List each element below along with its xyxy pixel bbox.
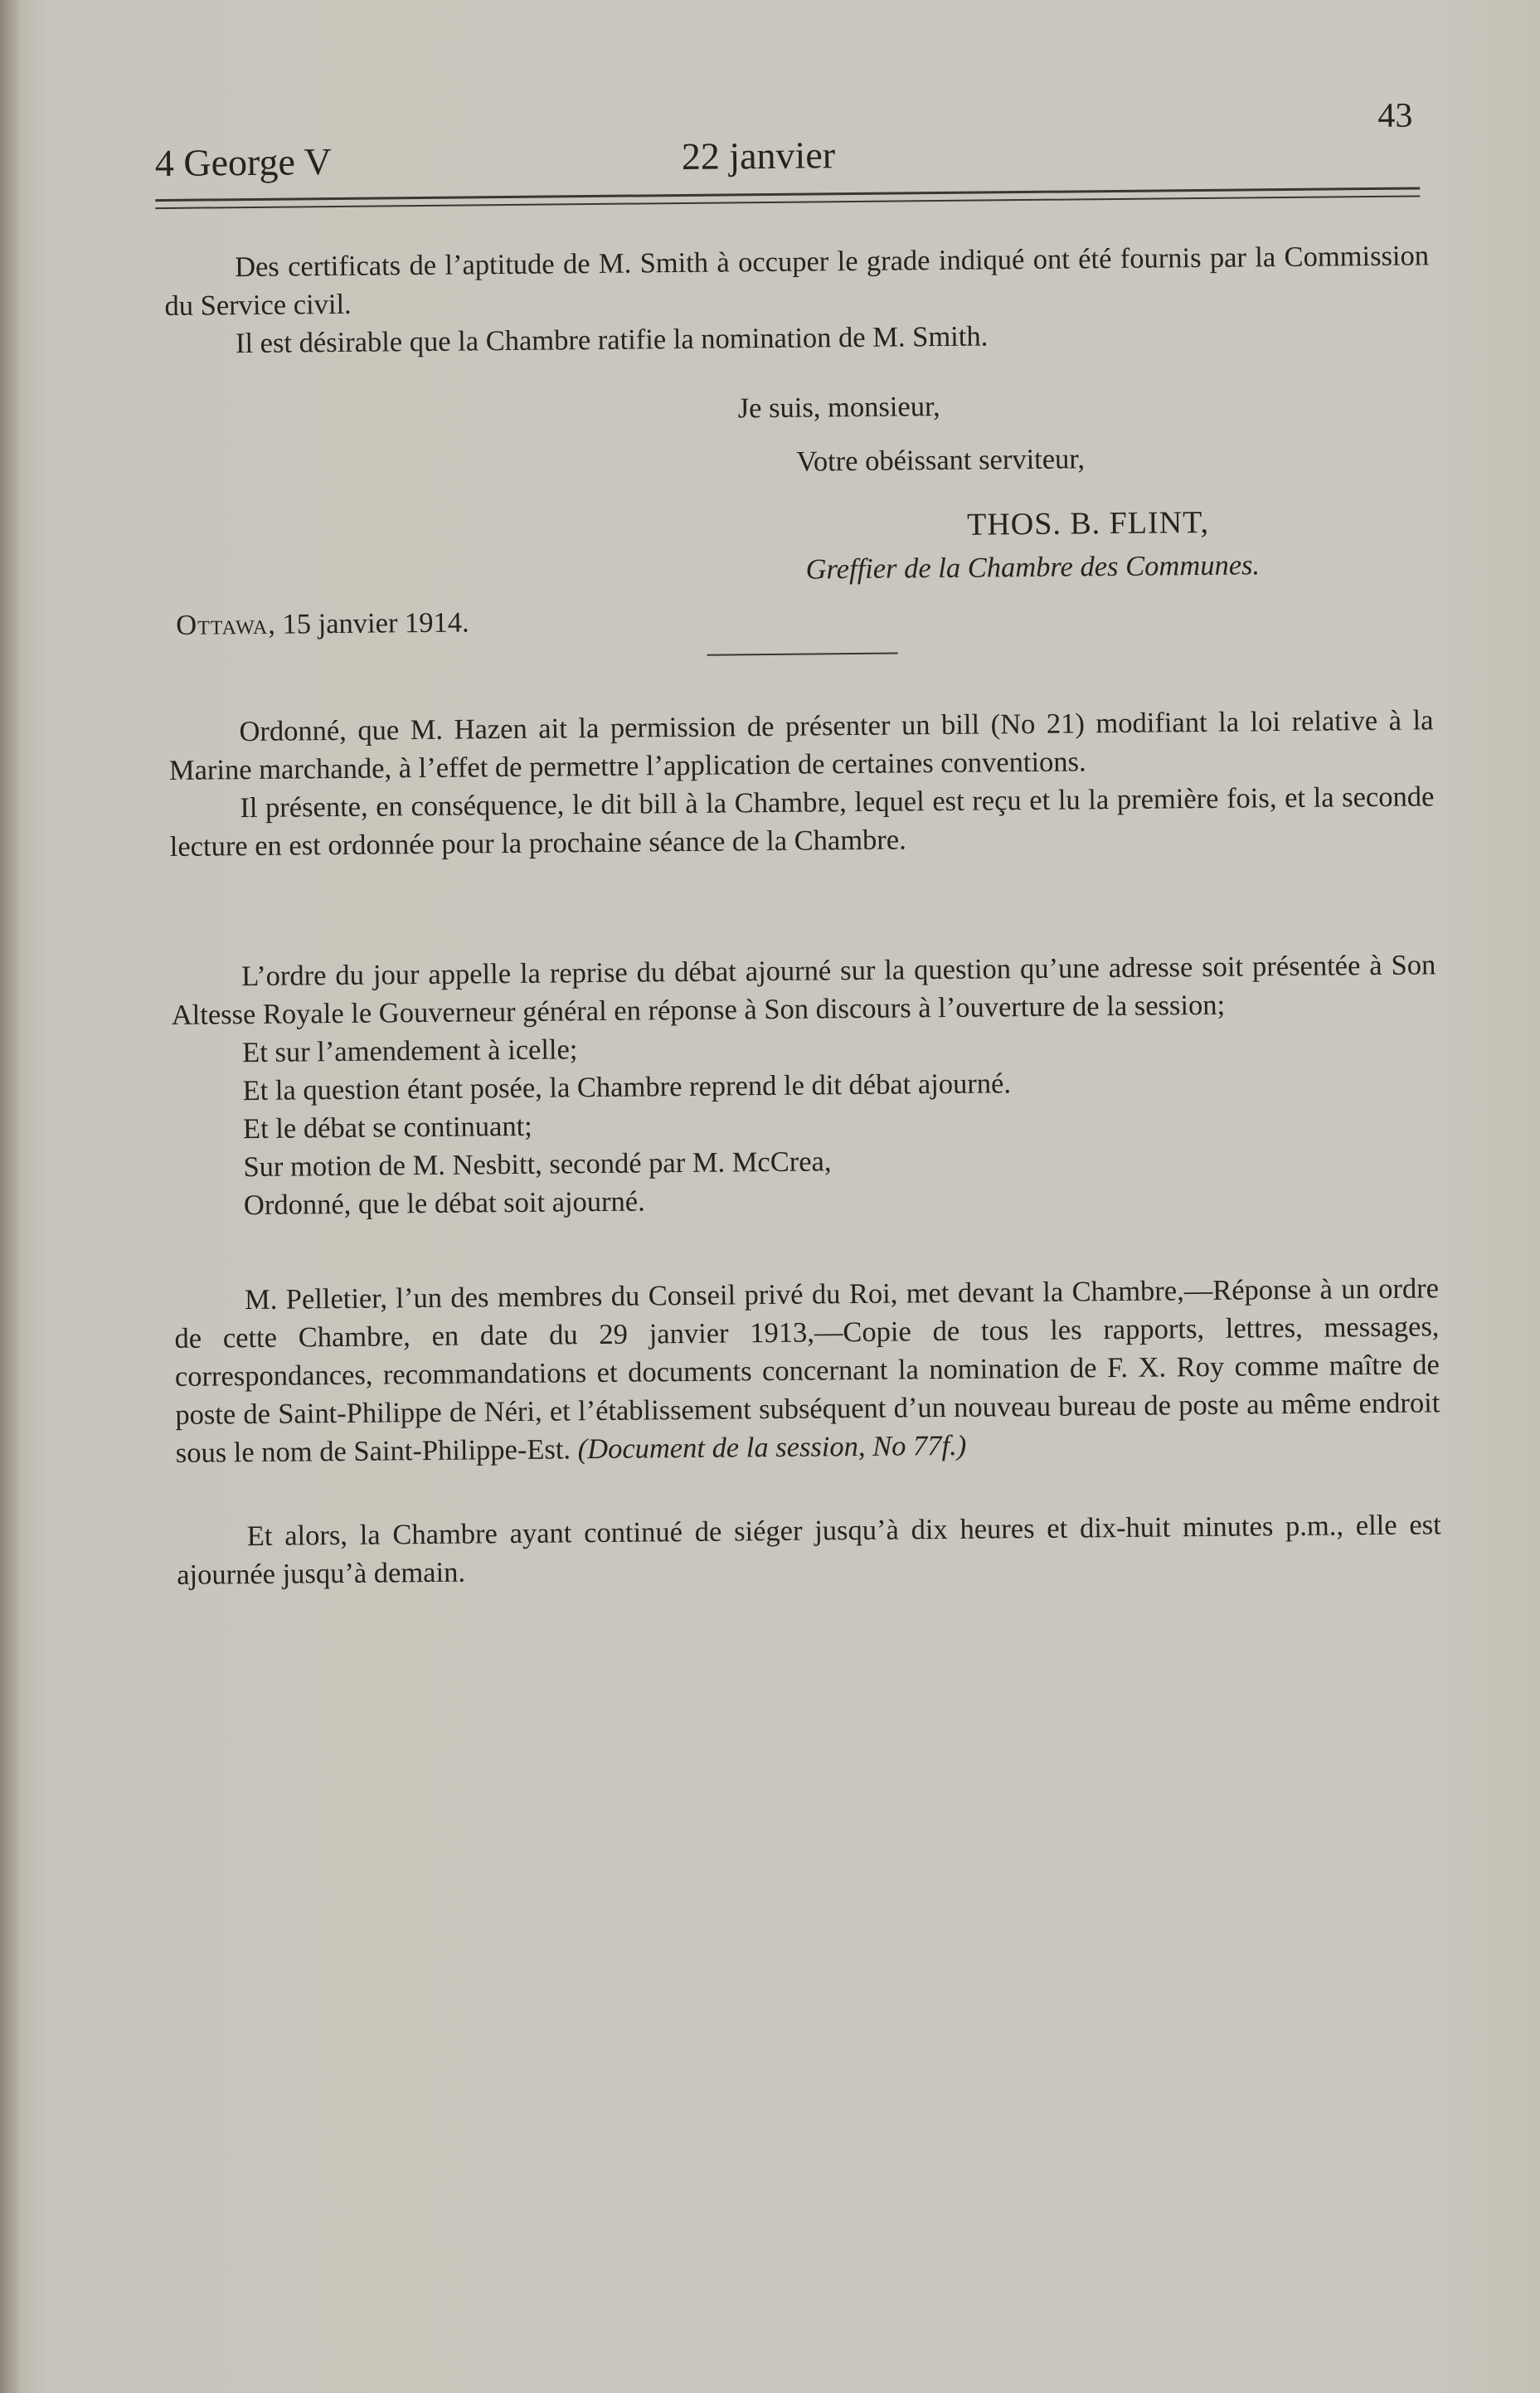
header-left: 4 George V: [154, 140, 333, 185]
document-reference: (Document de la session, No 77f.): [577, 1429, 967, 1466]
debate-line: Ordonné, que le débat soit ajourné.: [243, 1185, 645, 1222]
paragraph: [174, 1269, 1440, 1472]
section-document: [174, 1269, 1440, 1472]
document-text: M. Pelletier, l’un des membres du Conseil privé du Roi, met devant la Chambre,—Réponse à un ordre de cette Chambre, en date du 29 janvier 1913,—Copie de tous les rapports, lettres, messages, correspondances, recommandations et documents concernant la nomination de F. X. Roy comme maître de poste de Saint-Philippe de Néri, et l’établissement subséquent d’un nouveau bureau de poste au même endroit sous le nom de Saint-Philippe-Est.: [174, 1272, 1440, 1469]
debate-line: Et la question étant posée, la Chambre reprend le dit débat ajourné.: [242, 1068, 1012, 1107]
header-rule-top: [155, 187, 1420, 202]
paragraph: Et alors, la Chambre ayant continué de siéger jusqu’à dix heures et dix-huit minutes p.m., elle est ajournée jusqu’à demain.: [177, 1509, 1441, 1591]
letter-dateline: [176, 606, 469, 641]
debate-line: Sur motion de M. Nesbitt, secondé par M. McCrea,: [243, 1145, 832, 1184]
paragraph: L’ordre du jour appelle la reprise du débat ajourné sur la question qu’une adresse soit présentée à Son Altesse Royale le Gouverneur général en réponse à Son discours à l’ouverture de la session;: [171, 949, 1436, 1031]
section-adjournment: [177, 1505, 1442, 1594]
letter-closing: Votre obéissant serviteur,: [796, 443, 1086, 478]
debate-line: Et le débat se continuant;: [242, 1110, 532, 1145]
signatory-name: THOS. B. FLINT,: [966, 504, 1210, 542]
page-content: [154, 0, 1479, 2393]
letter-body: [164, 236, 1430, 363]
section-divider: [707, 653, 898, 656]
binding-gutter: [0, 0, 22, 2393]
letter-paragraph: Il est désirable que la Chambre ratifie la nomination de M. Smith.: [235, 320, 989, 360]
page-number: 43: [1377, 96, 1413, 135]
section-debate: [171, 946, 1438, 1225]
letter-place: Ottawa: [176, 608, 269, 641]
letter-paragraph: Des certificats de l’aptitude de M. Smith à occuper le grade indiqué ont été fournis par la Commission du Service civil.: [164, 240, 1430, 322]
letter-closing: Je suis, monsieur,: [737, 391, 940, 425]
signatory-title: Greffier de la Chambre des Communes.: [805, 549, 1261, 586]
paragraph: Ordonné, que M. Hazen ait la permission de présenter un bill (No 21) modifiant la loi relative à la Marine marchande, à l’effet de permettre l’application de certaines conventions.: [168, 704, 1434, 786]
section-bill: [168, 701, 1435, 866]
header-date: 22 janvier: [681, 134, 836, 178]
paragraph: Il présente, en conséquence, le dit bill à la Chambre, lequel est reçu et lu la première fois, et la seconde lecture en est ordonnée pour la prochaine séance de la Chambre.: [169, 781, 1435, 863]
letter-date: , 15 janvier 1914.: [268, 606, 469, 640]
debate-line: Et sur l’amendement à icelle;: [242, 1034, 578, 1069]
